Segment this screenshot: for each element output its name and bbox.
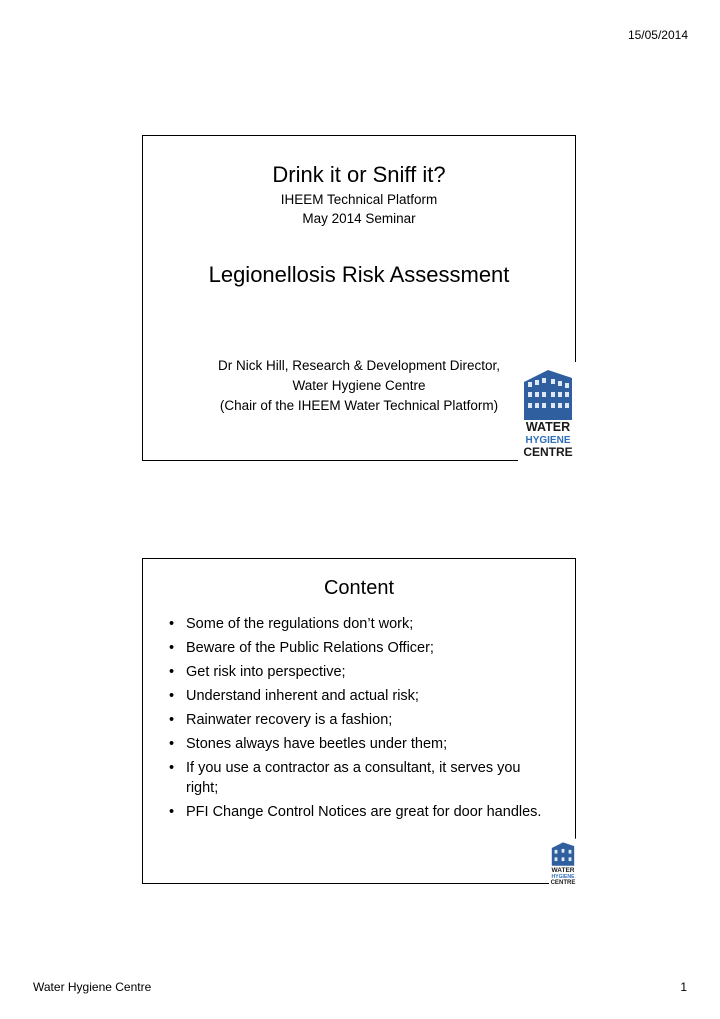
bullet-item: • Beware of the Public Relations Officer;	[169, 638, 549, 658]
logo-text-line-2: HYGIENE	[525, 435, 571, 446]
slide-subtitle-line-1: IHEEM Technical Platform	[280, 192, 438, 207]
author-line-1: Dr Nick Hill, Research & Development Director,	[217, 358, 501, 373]
bullet-item: • Understand inherent and actual risk;	[169, 686, 549, 706]
logo-text-line-2: HYGIENE	[551, 873, 575, 880]
bullet-item: • Rainwater recovery is a fashion;	[169, 710, 549, 730]
header-date: 15/05/2014	[627, 28, 688, 42]
logo-text-line-1: WATER	[525, 420, 571, 434]
logo-text-line-3: CENTRE	[523, 445, 573, 459]
slide-heading: Legionellosis Risk Assessment	[208, 262, 510, 287]
footer-organisation: Water Hygiene Centre	[33, 980, 152, 994]
bullet-item: • Stones always have beetles under them;	[169, 734, 549, 754]
author-line-2: Water Hygiene Centre	[292, 378, 426, 393]
water-hygiene-centre-logo-small	[549, 838, 577, 886]
title-slide	[142, 135, 576, 461]
bullet-item: • Some of the regulations don’t work;	[169, 614, 549, 634]
content-slide-title: Content	[323, 577, 395, 599]
footer-page-number: 1	[680, 980, 687, 994]
logo-text-line-1: WATER	[551, 866, 575, 874]
slide-title: Drink it or Sniff it?	[272, 162, 446, 187]
logo-text-line-3: CENTRE	[550, 879, 576, 886]
content-slide	[142, 558, 576, 884]
author-line-3: (Chair of the IHEEM Water Technical Platform)	[219, 398, 499, 413]
bullet-item: • Get risk into perspective;	[169, 662, 549, 682]
bullet-item: • If you use a contractor as a consultant, it serves you right;	[169, 758, 549, 798]
slide-subtitle-line-2: May 2014 Seminar	[302, 211, 416, 226]
bullet-item: • PFI Change Control Notices are great for door handles.	[169, 802, 549, 822]
water-hygiene-centre-logo	[518, 362, 578, 462]
content-bullet-list	[169, 614, 549, 826]
